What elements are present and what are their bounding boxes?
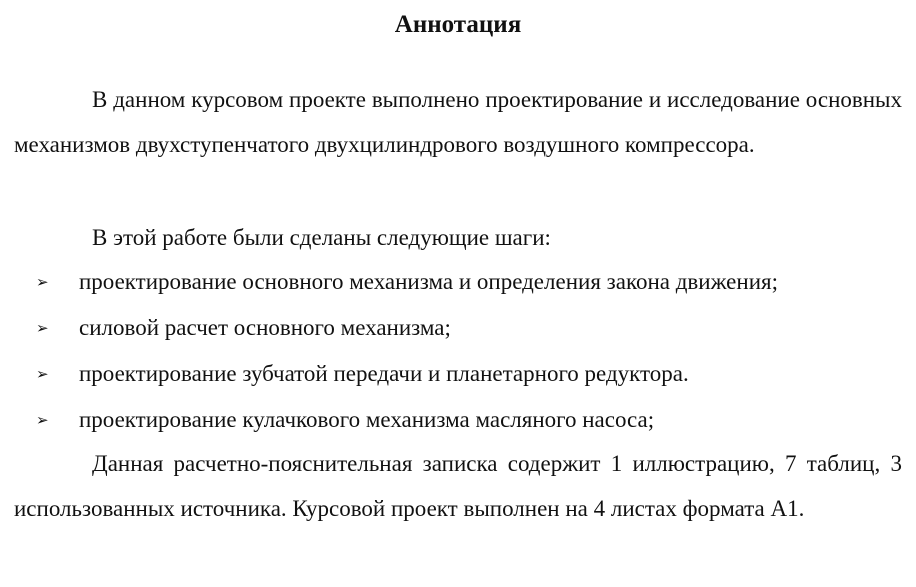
steps-list <box>0 259 916 443</box>
list-item <box>0 259 916 305</box>
list-item-text: силовой расчет основного механизма; <box>79 315 451 340</box>
list-item-text: проектирование кулачкового механизма масляного насоса; <box>79 407 655 432</box>
list-item-text: проектирование основного механизма и определения закона движения; <box>79 269 778 294</box>
arrow-bullet-icon: ➢ <box>36 367 49 383</box>
arrow-bullet-icon: ➢ <box>36 321 49 337</box>
summary-paragraph: Данная расчетно-пояснительная записка содержит 1 иллюстрацию, 7 таблиц, 3 использованных источника. Курсовой проект выполнен на 4 листах формата А1. <box>14 451 902 521</box>
intro-paragraph: В данном курсовом проекте выполнено проектирование и исследование основных механизмов двухступенчатого двухцилиндрового воздушного компрессора. <box>14 87 902 157</box>
list-item <box>0 351 916 397</box>
list-item <box>0 397 916 443</box>
arrow-bullet-icon: ➢ <box>36 413 49 429</box>
arrow-bullet-icon: ➢ <box>36 275 49 291</box>
list-item <box>0 305 916 351</box>
list-item-text: проектирование зубчатой передачи и планетарного редуктора. <box>79 361 689 386</box>
steps-intro-paragraph: В этой работе были сделаны следующие шаги: <box>92 225 551 250</box>
page-title: Аннотация <box>394 11 522 38</box>
